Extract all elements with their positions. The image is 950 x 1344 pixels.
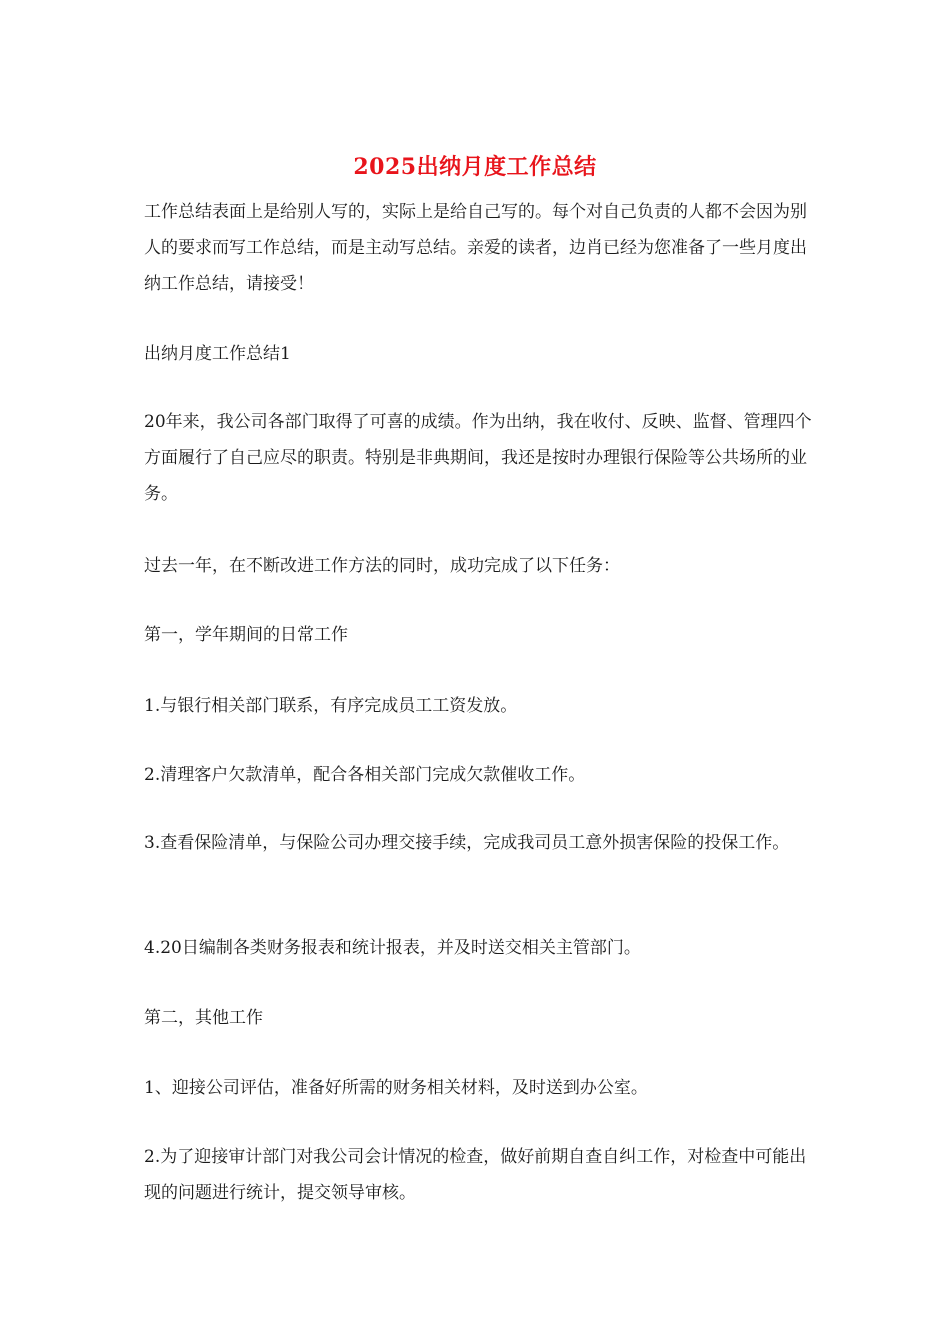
list-item: 1.与银行相关部门联系，有序完成员工工资发放。 [144, 696, 518, 716]
list-item: 1、迎接公司评估，准备好所需的财务相关材料，及时送到办公室。 [144, 1078, 648, 1098]
list-item: 3.查看保险清单，与保险公司办理交接手续，完成我司员工意外损害保险的投保工作。 [144, 833, 790, 853]
list-item: 4.20日编制各类财务报表和统计报表，并及时送交相关主管部门。 [144, 938, 641, 958]
section-heading: 出纳月度工作总结1 [144, 344, 291, 364]
subsection-heading: 第二，其他工作 [144, 1008, 263, 1028]
intro-paragraph: 工作总结表面上是给别人写的，实际上是给自己写的。每个对自己负责的人都不会因为别人的要求而写工作总结，而是主动写总结。亲爱的读者，边肖已经为您准备了一些月度出纳工作总结，请接受！ [144, 202, 807, 294]
list-item: 2.为了迎接审计部门对我公司会计情况的检查，做好前期自查自纠工作，对检查中可能出现的问题进行统计，提交领导审核。 [144, 1147, 807, 1203]
list-item: 2.清理客户欠款清单，配合各相关部门完成欠款催收工作。 [144, 765, 586, 785]
body-paragraph: 20年来，我公司各部门取得了可喜的成绩。作为出纳，我在收付、反映、监督、管理四个方面履行了自己应尽的职责。特别是非典期间，我还是按时办理银行保险等公共场所的业务。 [144, 412, 812, 504]
page-title: 2025出纳月度工作总结 [353, 154, 597, 180]
body-paragraph: 过去一年，在不断改进工作方法的同时，成功完成了以下任务： [144, 556, 620, 576]
subsection-heading: 第一，学年期间的日常工作 [144, 625, 348, 645]
